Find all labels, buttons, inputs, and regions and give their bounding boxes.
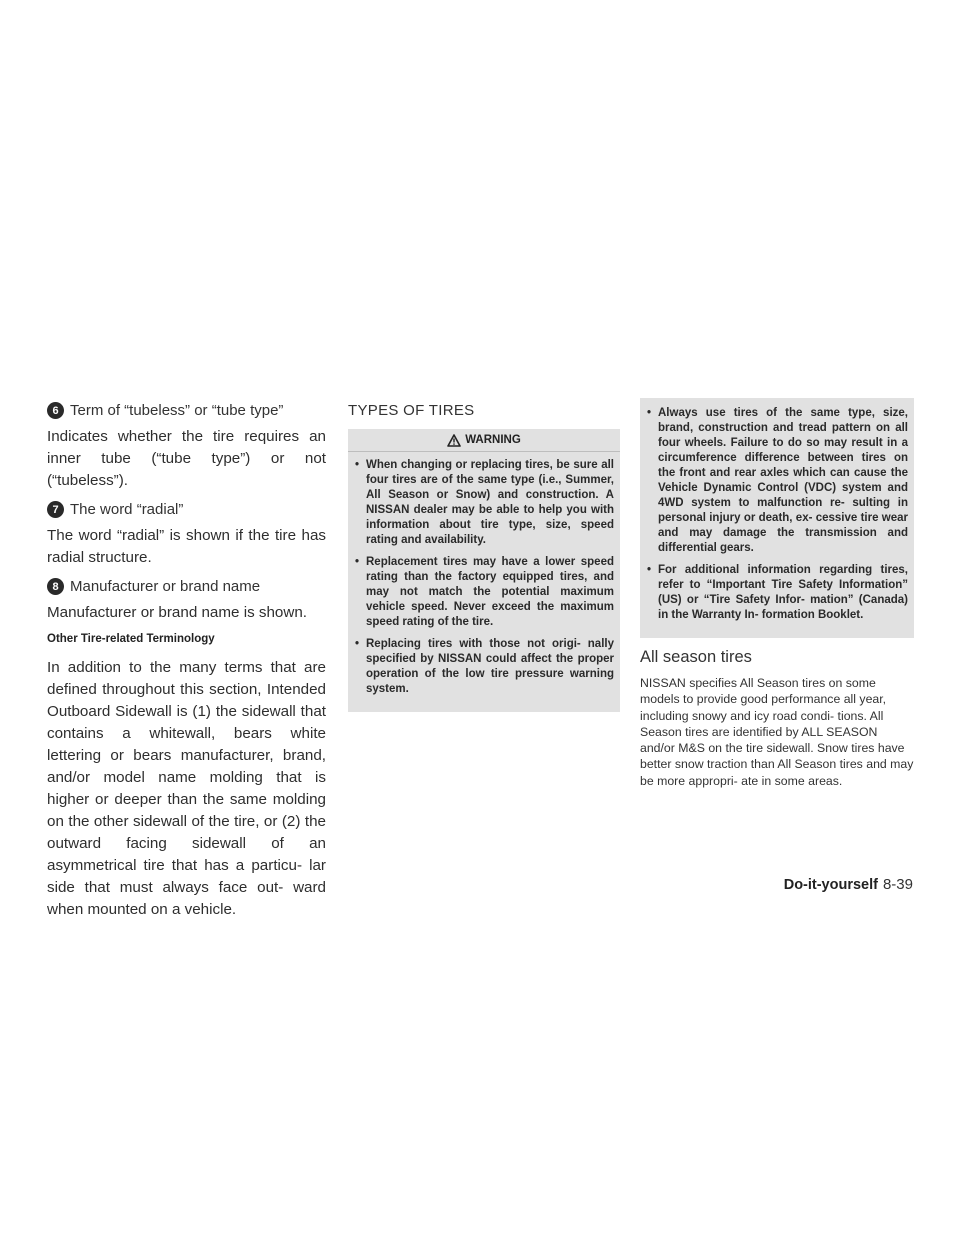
footer-section-name: Do-it-yourself	[783, 877, 878, 893]
warning-item: • When changing or replacing tires, be sure all four tires are of the same type (i.e., Summer, All Season or Snow) and construction. A NISSAN dealer may be able to help you with information about tire type, size, speed rating and availability.	[354, 458, 614, 548]
warning-item: • For additional information regarding tires, refer to “Important Tire Safety Information” (US) or “Tire Safety Infor- mation” (Canada) in the Warranty In- formation Booklet.	[646, 563, 908, 623]
circled-number-8: 8	[47, 578, 64, 595]
warning-item: • Replacement tires may have a lower speed rating than the factory equipped tires, and may not match the potential maximum vehicle speed. Never exceed the maximum speed rating of the tire.	[354, 555, 614, 630]
item-6-title: Term of “tubeless” or “tube type”	[70, 402, 284, 419]
warning-item: • Always use tires of the same type, size, brand, construction and tread pattern on all four wheels. Failure to do so may result in a circumference difference between tires on the front and rear axles which can cause the Vehicle Dynamic Control (VDC) system and 4WD system to malfunction re- sulting in personal injury or death, ex- cessive tire wear and may damage the transmission and differential gears.	[646, 406, 908, 556]
warning-label: WARNING	[465, 434, 521, 446]
left-column	[47, 402, 326, 930]
right-column	[640, 402, 914, 789]
item-6-body: Indicates whether the tire requires an inner tube (“tube type”) or not (“tubeless”).	[47, 428, 326, 489]
all-season-tires-heading: All season tires	[640, 648, 752, 666]
warning-list-continued	[646, 406, 908, 623]
item-8-title: Manufacturer or brand name	[70, 578, 261, 595]
warning-list	[354, 458, 614, 697]
other-terminology-heading: Other Tire-related Terminology	[47, 633, 215, 645]
circled-number-7: 7	[47, 501, 64, 518]
other-terminology-body: In addition to the many terms that are defined throughout this section, Intended Outboard Sidewall is (1) the sidewall that contains a whitewall, bears white lettering or bears manufacturer, brand, and/or model name molding that is higher or deeper than the same molding on the other sidewall of the tire, or (2) the outward facing sidewall of an asymmetrical tire that has a particu- lar side that must always face out- ward when mounted on a vehicle.	[47, 659, 326, 918]
item-7-body: The word “radial” is shown if the tire has radial structure.	[47, 527, 326, 566]
circled-number-6: 6	[47, 402, 64, 419]
warning-box-continued	[640, 398, 914, 638]
warning-item: • Replacing tires with those not origi- nally specified by NISSAN could affect the proper operation of the low tire pressure warning system.	[354, 637, 614, 697]
page-number: 8-39	[882, 876, 913, 893]
page-footer	[784, 876, 913, 893]
middle-column	[348, 402, 620, 712]
item-7-heading	[47, 501, 326, 518]
item-7-title: The word “radial”	[70, 501, 184, 518]
warning-header	[348, 429, 620, 452]
item-8-heading	[47, 578, 326, 595]
warning-box	[348, 429, 620, 712]
warning-triangle-icon	[447, 434, 461, 447]
section-title: TYPES OF TIRES	[348, 402, 475, 419]
all-season-tires-body: NISSAN specifies All Season tires on some models to provide good performance all year, including snowy and icy road condi- tions. All Season tires are identified by ALL SEASON and/or M&S on the tire sidewall. Snow tires have better snow traction than All Season tires and may be more appropri- ate in some areas.	[640, 676, 914, 788]
item-8-body: Manufacturer or brand name is shown.	[47, 604, 308, 621]
item-6-heading	[47, 402, 326, 419]
